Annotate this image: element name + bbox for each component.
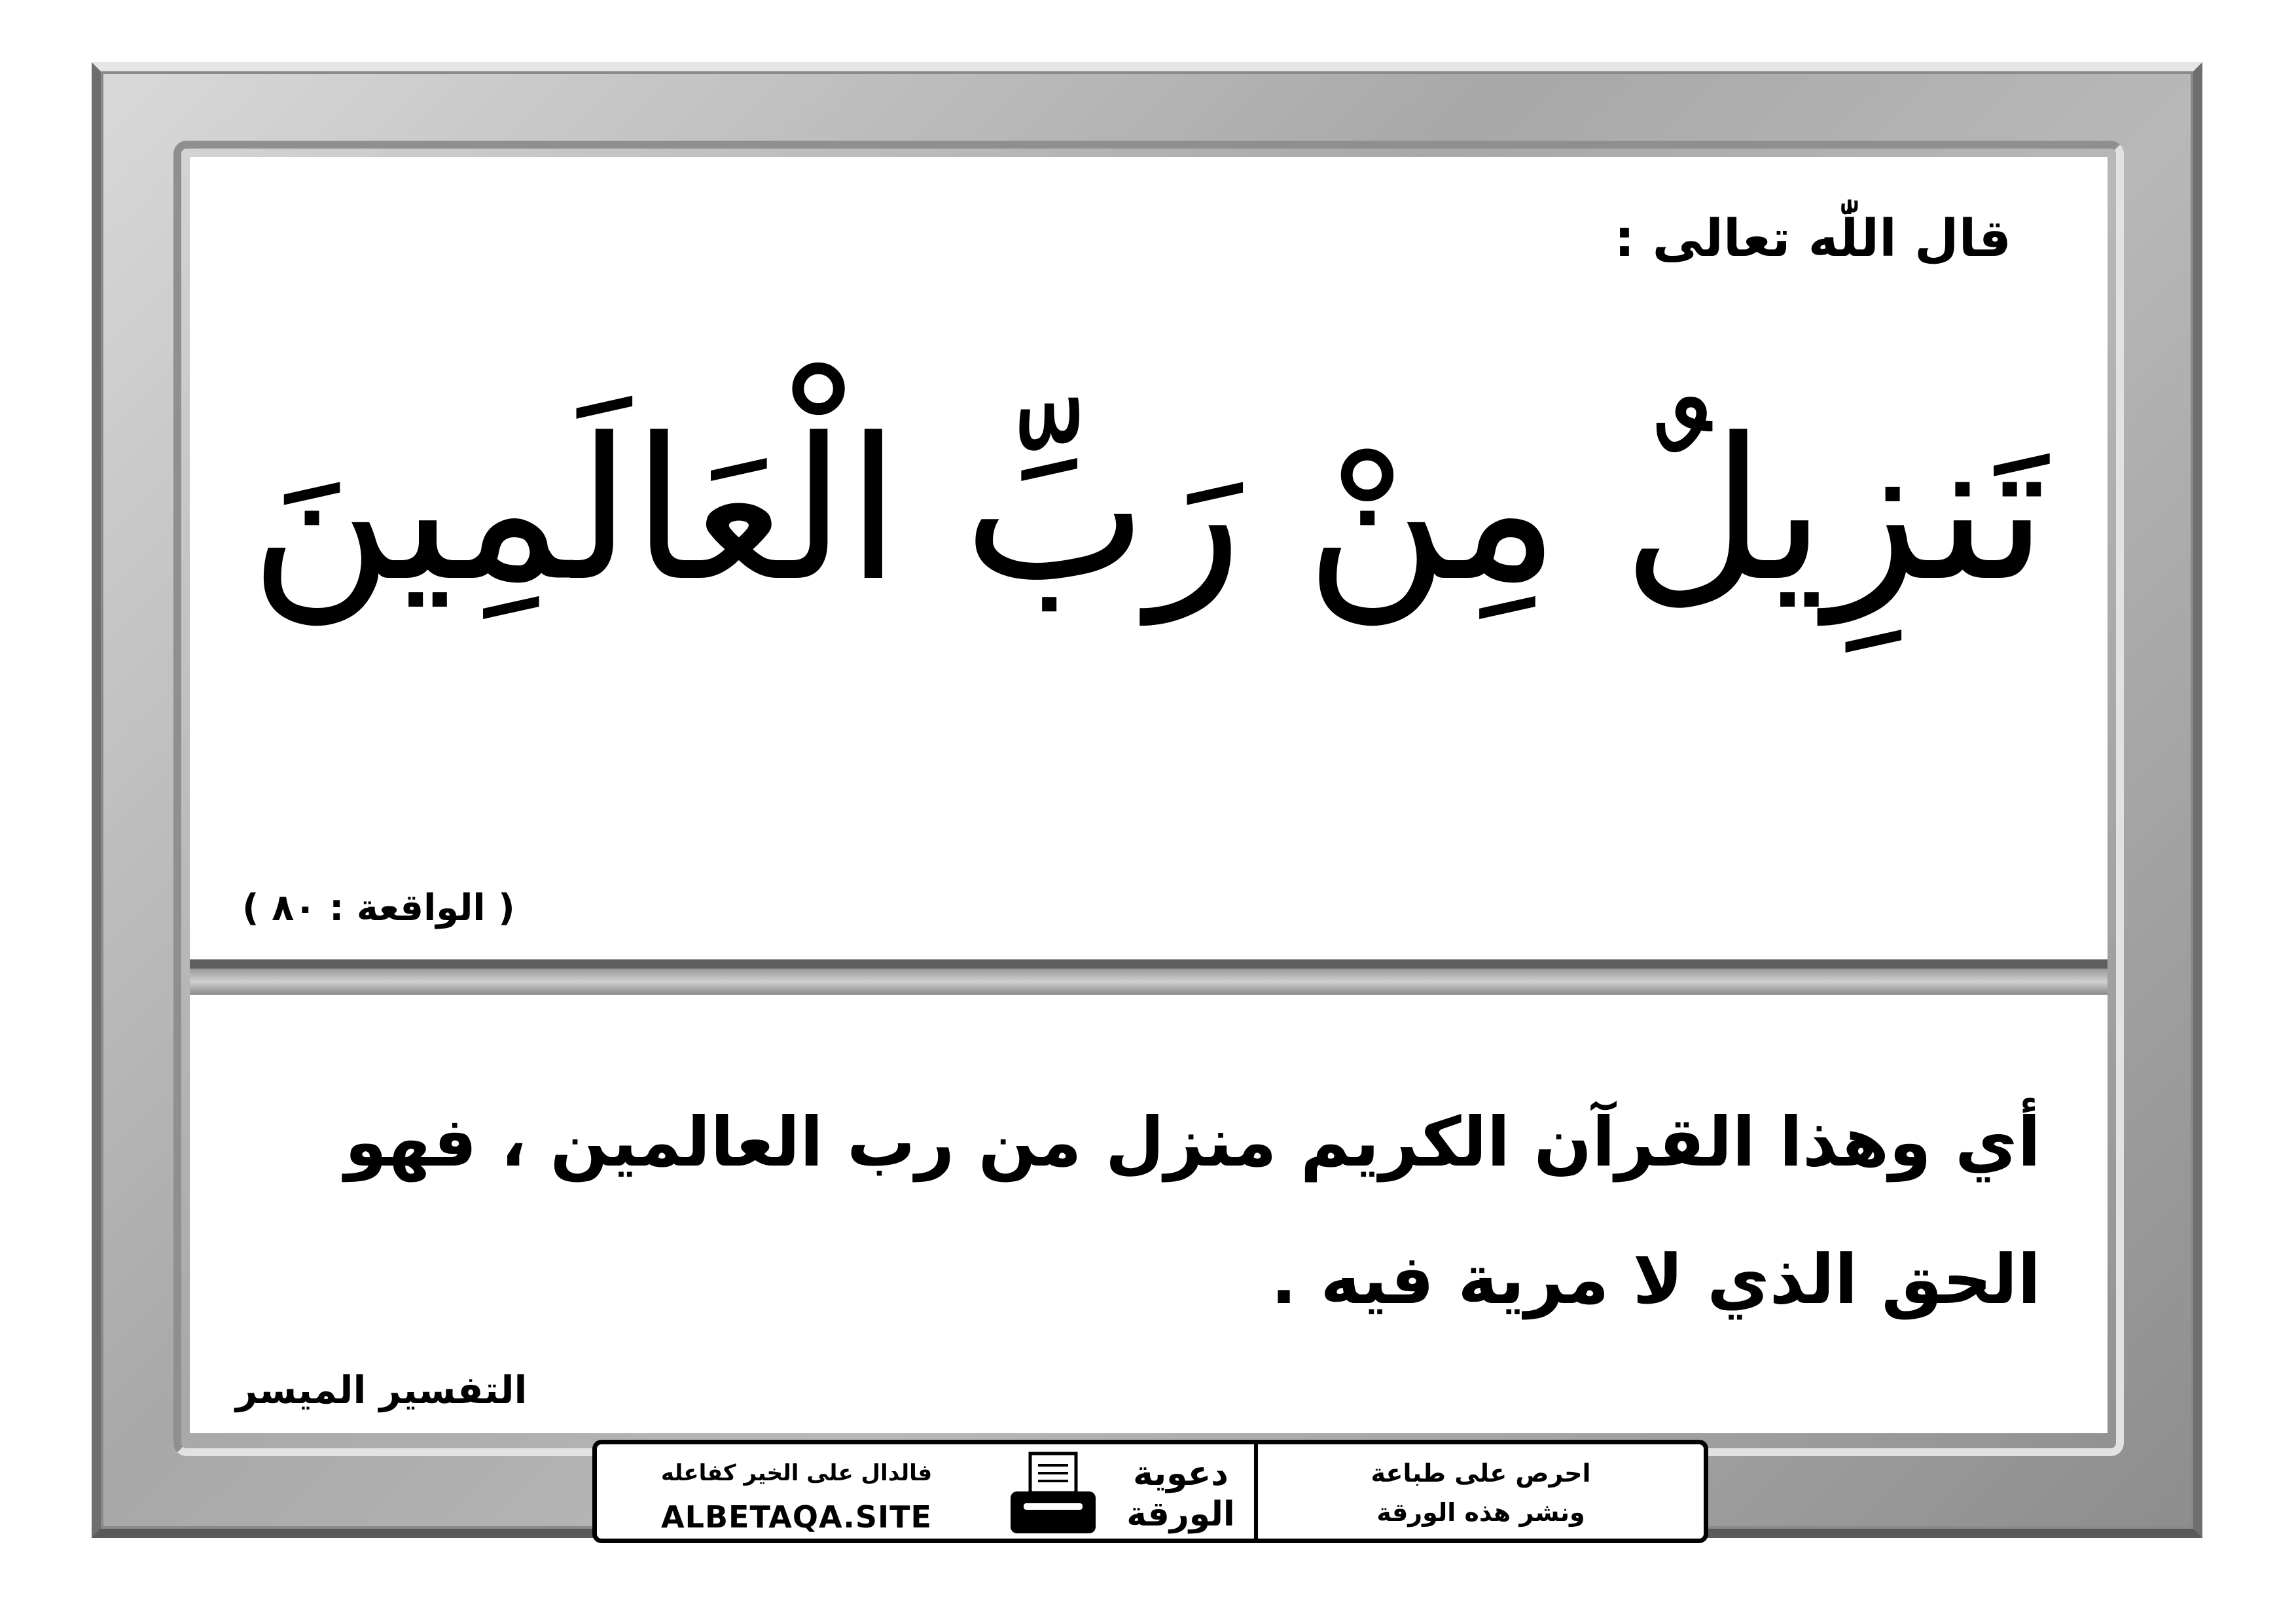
footer-website-block <box>597 1444 996 1539</box>
calligraphy-logo <box>1107 1444 1258 1539</box>
logo-text: دعوية الورقة <box>1126 1454 1235 1534</box>
verse-reference: ( الواقعة : ٨٠ ) <box>242 887 515 929</box>
intro-text: قال اللّٰه تعالى : <box>1614 209 2011 268</box>
source-label: التفسير الميسر <box>236 1368 528 1412</box>
panel-divider <box>190 969 2108 995</box>
verse-text: تَنزِيلٌ مِنْ رَبِّ الْعَالَمِينَ <box>249 396 2048 624</box>
footer-url[interactable]: ALBETAQA.SITE <box>661 1499 932 1535</box>
footer-request-line-2: ونشر هذه الورقة <box>1376 1498 1585 1527</box>
footer-request-line-1: احرص على طباعة <box>1371 1459 1591 1488</box>
footer-print-request <box>1258 1444 1704 1539</box>
footer-banner <box>592 1440 1708 1543</box>
printer-icon <box>996 1444 1107 1539</box>
explanation-text: أي وهذا القرآن الكريم منزل من رب العالمين ، فهو الحق الذي لا مرية فيه . <box>344 1102 2041 1319</box>
footer-proverb: فالدال على الخير كفاعله <box>660 1460 933 1486</box>
